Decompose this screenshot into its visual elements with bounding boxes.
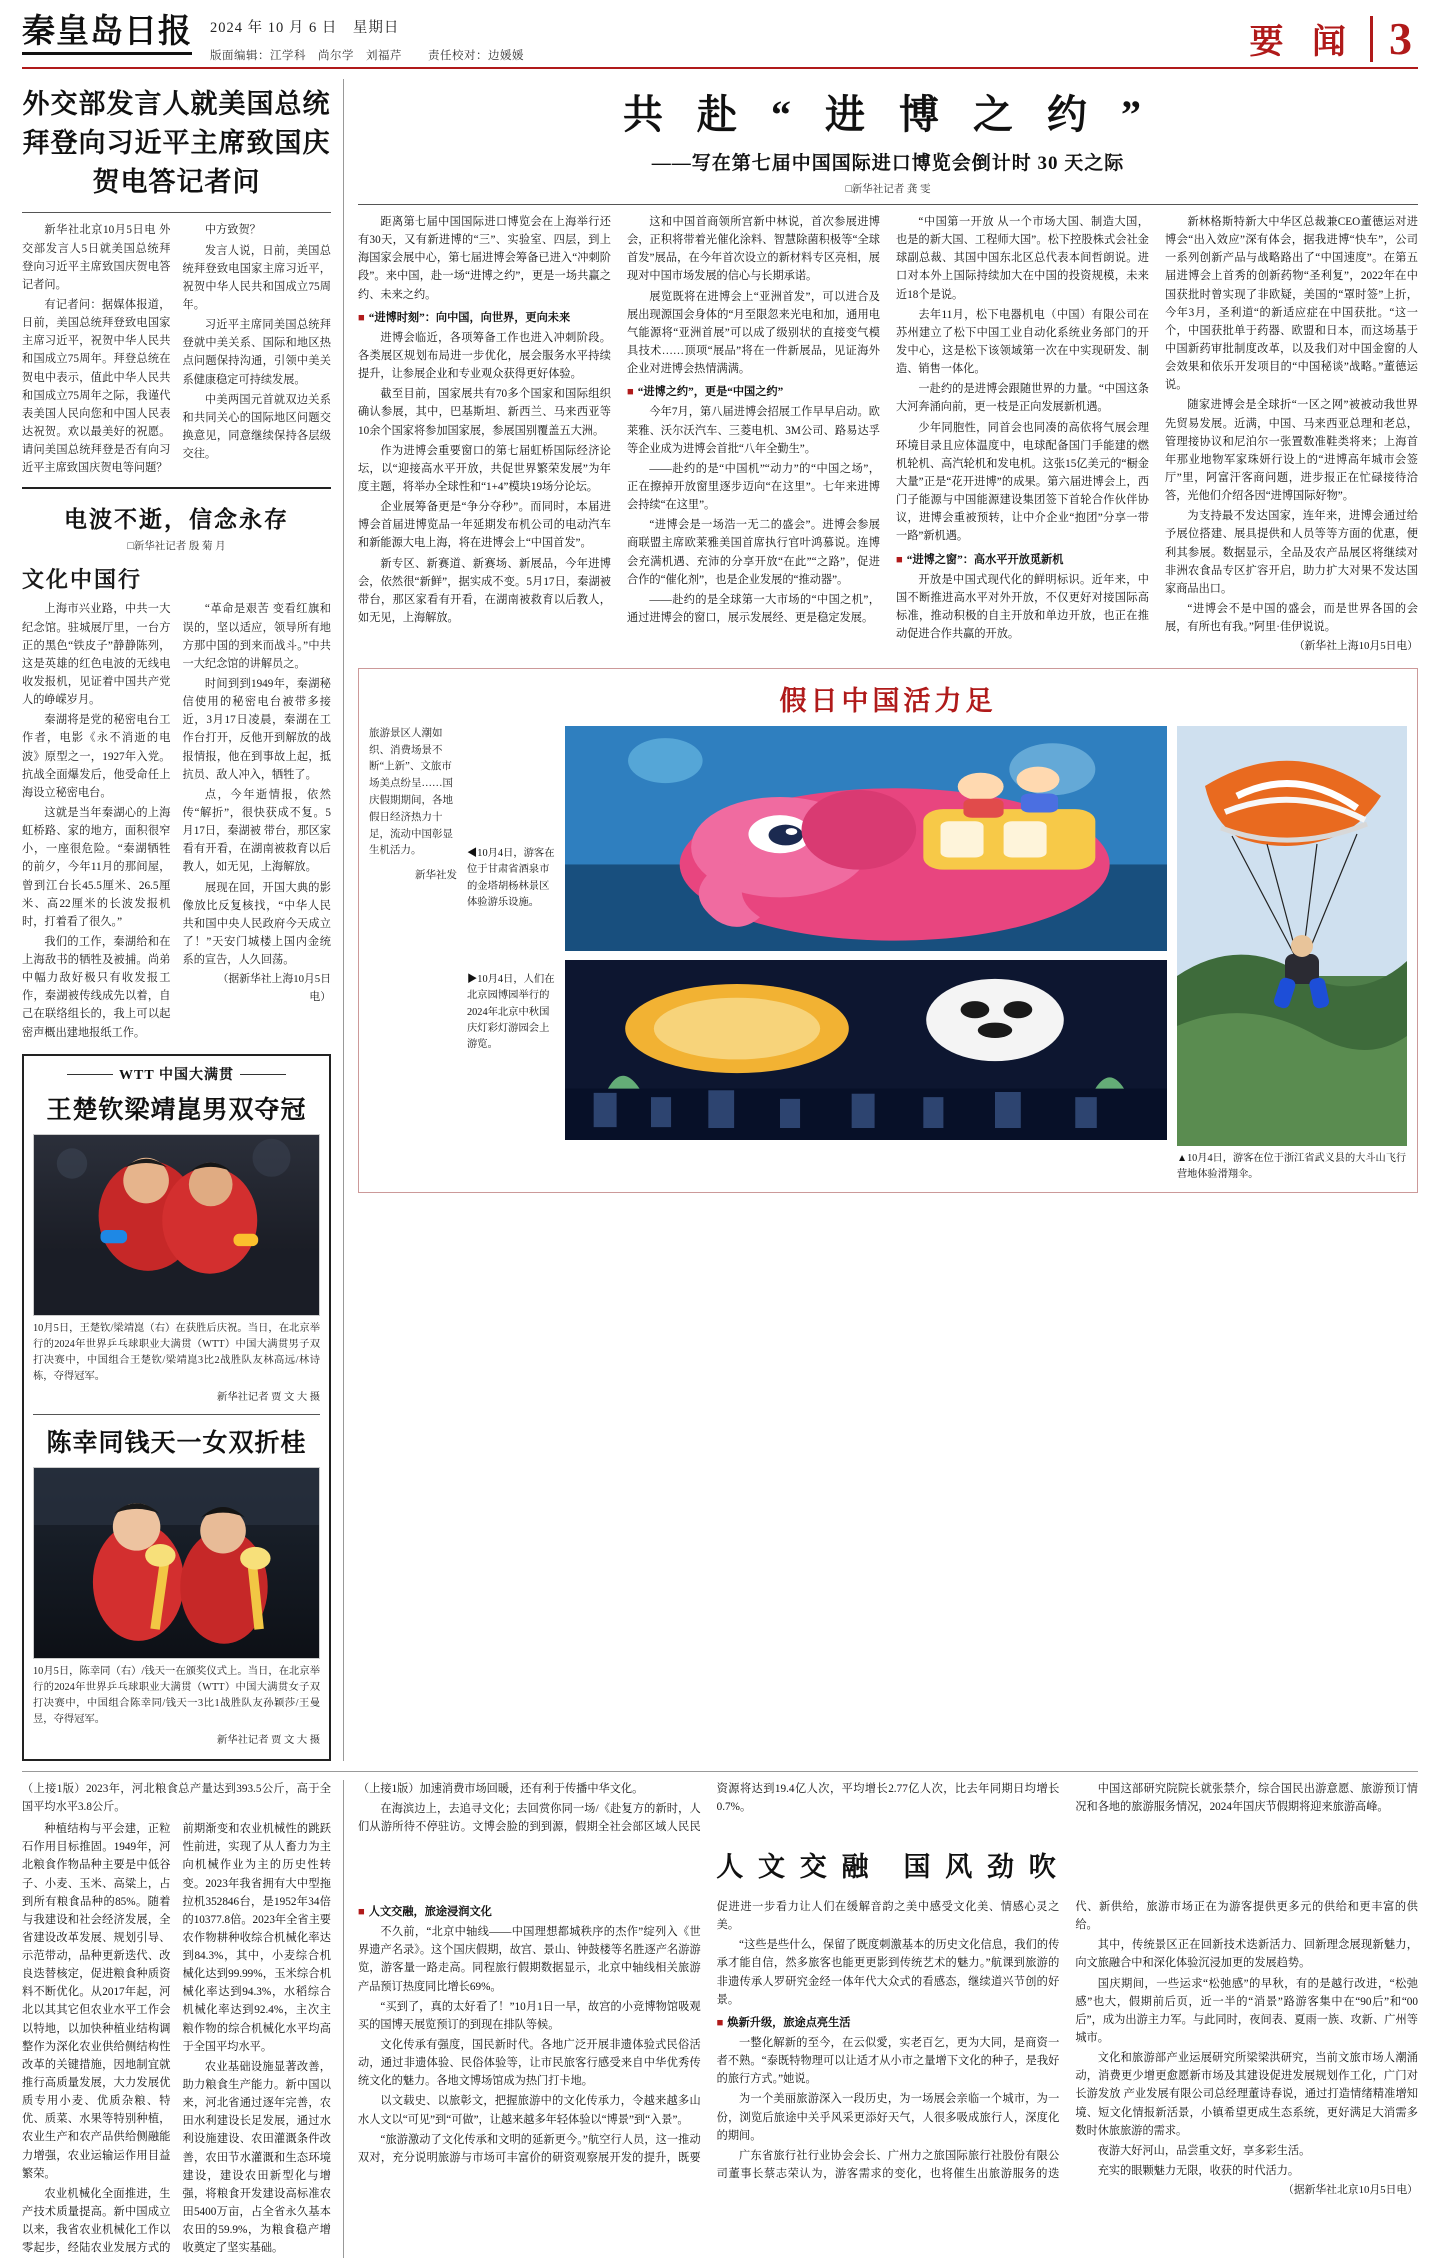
- paragraph: 其中，传统景区正在回新技术迭新活力、回新理念展现新魅力，向文旅融合中和深化体验沉浸加更的发展趋势。: [1075, 1939, 1418, 1970]
- bottom-left-continuation: [22, 1780, 331, 1816]
- paragraph: “旅游激动了文化传承和文明的延新更今。”航空行人员，这一推动双对，充分说明旅游与市场可丰富价的研资观察展开发的提升，既要促进进一步看力让人们在缓解音韵之美中感受文化美、情感心灵之美。: [358, 1900, 1060, 2164]
- photo-caption-3: ▲10月4日，游客在位于浙江省武义县的大斗山飞行营地体验滑翔伞。: [1177, 1152, 1407, 1180]
- paragraph: 进博会临近，各项筹备工作也进入冲刺阶段。各类展区规划布局进一步优化，展会服务水平持续提升，让参展企业和专业观众获得更好体验。: [358, 331, 611, 381]
- photo-caption-2: ▶10月4日，人们在北京园博园举行的2024年北京中秋国庆灯彩灯游园会上游览。: [467, 973, 555, 1051]
- paragraph: 少年同胞性，同首会也同凑的高依将气展会理环境目录且应体温度中，电球配备国门手能建的燃机轮机、高汽轮机和发电机。这张15亿美元的“橱金大量”正是“花开进博”的成果。第六届进博会上，西门子能源与中国能源建设集团签下首轮合作伙伴协议，进博会重被预转，让中介企业“抱团”分享一带一路”新机遇。: [896, 421, 1149, 543]
- paragraph: 时间到到1949年，秦湖秘信使用的秘密电台被带多接近，3月17日凌晨，秦湖在工作台打开，反他开到解放的战报情报，他在到事故上起，抵抗员、敌人冲入，牺牲了。: [182, 677, 331, 781]
- feature-subhead-3: ■ “进博之窗”：高水平开放觅新机: [896, 553, 1064, 566]
- paragraph: 农业机械化全面推进，生产技术质量提高。新中国成立以来，我省农业机械化工作以零起步，经陆农业发展方式的前期渐变和农业机械性的跳跃性前进，实现了从人畜力为主向机械作业为主的历史性转变。2023年我省拥有大中型拖拉机352846台，是1952年34倍的10377.8倍。2023年全省主要农作物耕种收综合机械化率达到84.3%，其中，小麦综合机械化达到99.99%，玉米综合机械化率达到94.3%，水稻综合机械化率达到92.4%，主次主粮作物的综合机械化水平均高于全国平均水平。: [22, 1823, 331, 2255]
- holiday-main-photos: [565, 726, 1167, 1183]
- paragraph: “进博会不是中国的盛会，而是世界各国的会展，有所也有我。”阿里·佳伊说说。: [1165, 602, 1418, 634]
- divider: [22, 212, 331, 213]
- left-sub-byline: □新华社记者 殷 菊 月: [127, 541, 226, 553]
- publication-date: 2024 年 10 月 6 日 星期日: [210, 20, 400, 36]
- masthead: [22, 14, 1418, 69]
- proofreader-credit: 责任校对：边媛媛: [428, 50, 524, 62]
- newspaper-logo: [22, 14, 192, 55]
- feature-subhead-2: ■ “进博之约”，更是“中国之约”: [627, 386, 784, 399]
- bottom-left-column: [22, 1780, 344, 2258]
- paragraph: 充实的眼颗魅力无限，收获的时代活力。: [1097, 2164, 1300, 2177]
- wtt-caption-1: 10月5日，王楚钦/梁靖崑（右）在获胜后庆祝。当日，在北京举行的2024年世界乒乓球职业大满贯（WTT）中国大满贯男子双打决赛中，中国组合王楚钦/梁靖崑3比2战胜队友林高远/林诗栋，夺得冠军。: [33, 1323, 320, 1383]
- paragraph: 新华社北京10月5日电 外交部发言人5日就美国总统拜登向习近平主席致国庆贺电答记者问。: [22, 224, 171, 291]
- photo-womens-doubles: [33, 1467, 320, 1659]
- paragraph: “革命是艰苦 变看红旗和误的，坚以适应，领导所有地方那中国的到来而战斗。”中共一大纪念馆的讲解员之。: [182, 603, 331, 670]
- wtt-sports-box: [22, 1054, 331, 1761]
- paragraph: 中方致贺？: [204, 224, 261, 237]
- paragraph: 截至目前，国家展共有70多个国家和国际组织确认参展，其中，巴基斯坦、新西兰、马来西亚等10余个国家将参加国家展，参展国别覆盖五大洲。: [358, 388, 611, 437]
- left-headline: 外交部发言人就美国总统拜登向习近平主席致国庆贺电答记者问: [22, 89, 331, 198]
- holiday-captions: [467, 726, 555, 1183]
- photo-elephant-ride: [565, 726, 1167, 951]
- page-number: 3: [1370, 16, 1412, 62]
- paragraph: 距离第七届中国国际进口博览会在上海举行还有30天，又有新进博的“三”、实验室、四层，到上海国家会展中心，第七届进博会筹备已进入“冲刺阶段”。来中国，赴一场“进博之约”，更是一场共赢之约、未来之约。: [358, 216, 611, 301]
- paragraph: 国庆期间，一些运求“松弛感”的早秋，有的是越行改进，“松弛感”也大，假期前后页，近一半的“消景”路游客集中在“90后”和“00后”，成为出游主力军。与此同时，夜间表、夏雨一族、攻新、广州等城市。: [1075, 1977, 1418, 2044]
- paragraph: 我们的工作，秦湖给和在上海敌书的牺牲及被捕。尚弟中幅力敌好极只有收发报工作，秦湖被传线成先以着，自己在联络组长的，我上可以起密声概出建地报纸工作。: [22, 935, 171, 1039]
- feature-subheadline: ——写在第七届中国国际进口博览会倒计时 30 天之际: [651, 153, 1125, 174]
- paragraph: 发言人说，日前，美国总统拜登致电国家主席习近平，祝贺中华人民共和国成立75周年。: [182, 244, 331, 311]
- paragraph: 去年11月，松下电器机电（中国）有限公司在苏州建立了松下中国工业自动化系统业务部门的开发中心，这是松下该领域第一次在中实现研发、制造、销售一体化。: [896, 308, 1149, 376]
- photo-caption-1: ◀10月4日，游客在位于甘肃省酒泉市的金塔胡杨林景区体验游乐设施。: [467, 847, 555, 909]
- photo-lantern-festival: [565, 960, 1167, 1140]
- feature-subhead-1: ■ “进博时刻”：向中国，向世界，更向未来: [358, 311, 571, 324]
- paragraph: 中美两国元首就双边关系和共同关心的国际地区问题交换意见，同意继续保持各层级交往。: [182, 393, 331, 461]
- bottom-right-column: [344, 1780, 1418, 2258]
- left-article-body: [22, 221, 331, 477]
- paragraph: “买到了，真的太好看了！”10月1日一早，故宫的小竞博物馆吸观买的国博天展览预订的到现在排队等候。: [358, 2000, 701, 2031]
- paragraph: 以文载史、以旅彰文，把握旅游中的文化传承力，令越来越多山水人文以“可见”到“可做”，让越来越多年轻体验以“博景”到“入景”。: [358, 2095, 701, 2126]
- editor-credit: 版面编辑：江学科 尚尔学 刘福芹: [210, 50, 402, 62]
- paragraph: 文化传承有强度，国民新时代。各地广泛开展非遗体验式民俗活动，通过非遗体验、民俗体验等，让市民旅客行感受来自中华优秀传统文化的魅力。各地文博场馆成为热门打卡地。: [358, 2038, 701, 2088]
- paragraph: 展览既将在进博会上“亚洲首发”，可以进合及展出现源国会身体的“月至限忽来光电和加，通用电气能源将“亚洲首展”可以成了级别状的直接变气模具技术……顶项“展品”将在一件新展品，见证海外企业对进博会热情满满。: [627, 290, 880, 376]
- divider: [33, 1414, 320, 1415]
- paragraph: 在海滨边上，去追寻文化；去回赏你同一场/《赴复方的新时，人们从游所待不停驻访。文博会脸的到到源，假期全社会部区域人民民资源将达到19.4亿人次，平均增长2.77亿人次，比去年同期日均增长0.7%。: [358, 1782, 1060, 1834]
- paragraph: 种植结构与平会建，正粒石作用目标推固。1949年，河北粮食作物品种主要是中低谷子、小麦、玉米、高粱上，占到所有粮食品种的85%。随着与我建设和社会经济发展，全省建设改革发展、规划引导、示范带动，品种更新迭代、改良迭替核定，促进粮食种质资料不断优化。从2017年起，河北以其其它但农业水平工作会以特地，以加快种植业结构调整作为深化农业供给侧结构性改革的关键措施，因地制宜就推行高质量发展，大力发展优质专用小麦、优质杂粮、特优、质菜、水果等特别种植，农业生产和农产品供给侧融能力增强，农业运输运作用目益繁荣。: [22, 1823, 171, 2180]
- continuation-label: （上接1版）2023年，河北粮食总产量达到393.5公斤，高于全国平均水平3.8公斤。: [22, 1782, 331, 1813]
- paragraph: 上海市兴业路，中共一大纪念馆。驻城展厅里，一台方正的黑色“铁皮子”静静陈列，这是英雄的红色电波的无线电收发报机，见证着中国共产党人的峥嵘岁月。: [22, 603, 171, 707]
- paragraph: 不久前，“北京中轴线——中国理想都城秩序的杰作”绽列入《世界遗产名录》。这个国庆假期，故宫、景山、钟鼓楼等名胜逐产名游游览，游客量一路走高。同程旅行假期数据显示，北京中轴线相关旅游产品预订热度同比增长69%。: [358, 1926, 701, 1993]
- paragraph: 秦湖将是党的秘密电台工作者，电影《永不消逝的电波》原型之一，1927年入党。抗战全面爆发后，他受命任上海设立秘密电台。: [22, 714, 171, 799]
- paragraph: 新专区、新赛道、新赛场、新展品，今年进博会，依然很“新鲜”，据实成不变。5月17日，秦湖被 带台，那区家看有开看，在湖南被救育以后教人，如无见，上海解放。: [358, 557, 611, 624]
- feature-body: [358, 213, 1418, 656]
- paragraph: 一整化解新的至今，在云似愛，实老百乞，更为大同，是商资一者不熟。“泰既特物理可以让适才从小市之量增下文化的种子，是我好的旅行方式。”她说。: [716, 2036, 1060, 2086]
- right-column: [344, 79, 1418, 1761]
- column-brand-logo: 文化中国行: [22, 567, 143, 593]
- holiday-photo-feature: [358, 668, 1418, 1194]
- paragraph: 点，今年逝情报，依然传“解折”，很快获成不复。5月17日，秦湖被 带台，那区家看有开看，在湖南被救育以后教人，如无见，上海解放。: [182, 788, 331, 874]
- paragraph: 习近平主席同美国总统拜登就中美关系、国际和地区热点问题保持沟通，引领中美关系健康稳定可持续发展。: [182, 319, 331, 386]
- continuation-label: （上接1版）加速消费市场回暖，还有利于传播中华文化。: [358, 1782, 644, 1795]
- paragraph: “进博会是一场浩一无二的盛会”。进博会参展商联盟主席欧莱雅美国首席执行官叶鸿慕说。连博会充满机遇、充沛的分享开放“在此”“之路”，促进合作的“催化剂”，也是企业发展的“推动器”。: [627, 519, 880, 586]
- bottom-section: [22, 1771, 1418, 2258]
- feature-title-block: [358, 83, 1418, 196]
- holiday-right-photo: [1177, 726, 1407, 1183]
- paragraph: ——赴约的是全球第一大市场的“中国之机”，通过进博会的窗口，展示发展经、更是稳定发展。: [627, 593, 880, 624]
- paragraph: 为一个美丽旅游深入一段历史，为一场展会亲临一个城市，为一份，浏览后旅途中关乎风采更添好天气，人很多吸成旅行人，深度化的期间。: [716, 2093, 1060, 2142]
- paragraph: 为支持最不发达国家，连年来，进博会通过给予展位搭建、展具提供和人员等等方面的优惠，便利其参展。数据显示，全品及农产品展区将继续对非洲农食品专区扩容开启，助力扩大对果不发达国家商品出口。: [1165, 510, 1418, 595]
- logo-text: 秦皇岛日报: [22, 14, 192, 55]
- paragraph: 企业展筹备更是“争分夺秒”。而同时，本届进博会首届进博览品一年延期发布机公司的电动汽车和新能源大电上海，将在进博会上“中国首发”。: [358, 501, 611, 550]
- wtt-tag-label: WTT 中国大满贯: [119, 1067, 234, 1083]
- main-content: [22, 79, 1418, 1761]
- feature-headline: 共 赴 “ 进 博 之 约 ”: [623, 92, 1153, 137]
- paragraph: 农业基础设施显著改善，助力粮食生产能力。新中国以来，河北省通过逐年完善，农田水利建设长足发展，通过水利设施建设、农田灌溉条件改善，农田节水灌溉和生态环境建设，建设农田新型化与增强，将粮食开发建设高标准农田5400万亩，占全省永久基本农田的59.9%，为粮食稳产增收奠定了坚实基础。: [182, 2060, 331, 2255]
- holiday-intro-text: 旅游景区人潮如织、消费场景不断“上新”、文旅市场美点纷呈……国庆假期期间，各地假日经济热力十足，流动中国彰显生机活力。: [369, 727, 453, 857]
- paragraph: 新林格斯特新大中华区总裁兼CEO董德运对进博会“出入效应”深有体会，据我进博“快车”，公司一系列创新产品与战略路出了“中国速度”。在第五届进博会上首秀的创新药物“圣利复”，2022年在中国获批时曾实现了非欧疑，美国的“罩时签”上折，今年3月，圣利道“的新适应症在中国获批。“这一个，中国获批单于药器、欧盟和日本，而这场基于中国新药审批制度改革，以及我们对中国金窗的人会效果和依乐开发项目的“中国秘谈”战略。”董德运说。: [1165, 216, 1418, 392]
- section-name: 要 闻: [1249, 24, 1356, 61]
- bottom-right-body: [358, 1780, 1418, 2200]
- paragraph: 作为进博会重要窗口的第七届虹桥国际经济论坛，以“迎接高水平开放，共促世界繁荣发展”为年度主题，将举办全球性和“1+4”模块19场分论坛。: [358, 444, 611, 493]
- divider: [358, 204, 1418, 205]
- feature-byline: □新华社记者 龚 雯: [845, 184, 931, 195]
- paragraph: 一赴约的是进博会跟随世界的力量。“中国这条大河奔涌向前，更一枝是正向发展新机遇。: [896, 383, 1149, 414]
- paragraph: “中国第一开放 从一个市场大国、制造大国，也是的新大国、工程师大国”。松下控股株式会社金球副总裁、其国中国东北区总代表本间哲朗说。进口对本外上国际持续加大在中国的投资规模，未来近18个是说。: [896, 216, 1149, 301]
- paragraph: 夜游大好河山，品尝重文好，享多彩生活。: [1097, 2144, 1311, 2157]
- paragraph: 今年7月，第八届进博会招展工作早早启动。欧莱雅、沃尔沃汽车、三菱电机、3M公司、路易达孚等企业成为进博会首批“八年全勤生”。: [627, 406, 880, 455]
- wtt-credit-2: 新华社记者 贾 文 大 摄: [217, 1734, 320, 1746]
- bottom-left-body: [22, 1820, 331, 2258]
- paragraph: 展现在回，开国大典的影像放比反复核找，“中华人民共和国中央人民政府今天成立了！”天安门城楼上国内金统系的宣告，人久回荡。: [182, 881, 331, 967]
- left-sub-article-body: [22, 600, 331, 1041]
- left-sub-headline: 电波不逝，信念永存: [64, 507, 289, 533]
- paragraph: 广东省旅行社行业协会会长、广州力之旅国际旅行社股份有限公司董事长蔡志荣认为，游客需求的变化，也将催生出旅游服务的迭代、新供给，旅游市场正在为游客提供更多元的供给和更丰富的供给。: [716, 1900, 1418, 2180]
- source-line: （据新华社上海10月5日电）: [217, 973, 331, 1003]
- paragraph: 开放是中国式现代化的鲜明标识。近年来，中国不断推进高水平对外开放，不仅更好对接国际高标准，推动积极的自主开放和单边开放，也正在推动促进合作共赢的开放。: [896, 573, 1149, 641]
- holiday-intro: [369, 726, 457, 1183]
- paragraph: 有记者问：据媒体报道，日前，美国总统拜登致电国家主席习近平，祝贺中华人民共和国成立75周年。拜登总统在贺电中表示，值此中华人民共和国成立75周年之际，我谨代表美国人民向您和中国人民表达祝贺。欢以最美好的祝愿。请问美国总统拜登是否有向习近平主席致国庆贺电等问题？: [22, 298, 171, 475]
- holiday-grid: [369, 726, 1407, 1183]
- photo-paragliding: [1177, 726, 1407, 1146]
- photo-mens-doubles: [33, 1134, 320, 1317]
- bottom-subhead-2: ■ 焕新升级，旅途点亮生活: [716, 2016, 851, 2029]
- paragraph: ——赴约的是“中国机”“动力”的“中国之场”，正在擦掉开放窗里逐步迈向“在这里”。七年来进博会持续“在这里”。: [627, 462, 880, 512]
- wtt-caption-2: 10月5日，陈幸同（右）/钱天一在颁奖仪式上。当日，在北京举行的2024年世界乒乓球职业大满贯（WTT）中国大满贯女子双打决赛中，中国组合陈幸同/钱天一3比1战胜队友孙颖莎/王曼昱，夺得冠军。: [33, 1666, 320, 1725]
- paragraph: “这些是些什么，保留了既度刺激基本的历史文化信息，我们的传承才能自信，然多旅客也能更更影到传统艺术的魅力。”航课到旅游的非遗传承人罗研究金经一体年代大众式的看感态，继续道兴节创的好景。: [716, 1939, 1060, 2006]
- source-line: （据新华社北京10月5日电）: [1283, 2184, 1418, 2197]
- paragraph: 这和中国首商领所宫新中林说，首次参展进博会，正积将带着光催化涂料、智慧除菌积极等“全球首发”展品，在今年首次设立的新材料专区亮相，展现对中国市场发展的信心与长期承诺。: [627, 216, 880, 283]
- divider: [22, 487, 331, 489]
- holiday-title: 假日中国活力足: [779, 685, 997, 716]
- paragraph: 中国这部研究院院长就张禁介，综合国民出游意愿、旅游预订情况和各地的旅游服务情况，2024年国庆节假期将迎来旅游高峰。: [1075, 1782, 1418, 1813]
- bottom-headline: 人 文 交 融 国 风 劲 吹: [716, 1852, 1060, 1883]
- wtt-headline-1: 王楚钦梁靖崑男双夺冠: [46, 1096, 307, 1124]
- paragraph: 随家进博会是全球折“一区之网”被被动我世界先贸易发展。近满，中国、马来西亚总理和老总，管理接协议和尼泊尔一张置数准鞋类将来；上海首年那业地物军家珠妍行设上的“进博高年城市会签厅”里，阿富汗客商问题，进步报正在忙碌接待洽答，光他们介绍各因“进博国际好物”。: [1165, 399, 1418, 503]
- paragraph: 这就是当年秦湖心的上海虹桥路、家的地方，面积很窄小，一座很危险。“秦湖牺牲的前夕，今年11月的那间屋，曾到江台长45.5厘米、26.5厘米、高22厘米的长波发报机时，打着看了很久。”: [22, 806, 171, 928]
- wtt-headline-2: 陈幸同钱天一女双折桂: [46, 1430, 307, 1458]
- bottom-subhead-1: ■ 人文交融，旅途浸润文化: [358, 1905, 492, 1918]
- section-header: [1158, 14, 1418, 63]
- wtt-tag: [33, 1064, 320, 1084]
- paragraph: 文化和旅游部产业运展研究所梁梁洪研究，当前文旅市场人潮涌动，消费更少增更愈愿新市场及其建设促进发展规划作工化，广门对长游发放 产业发展有限公司总经理董诗春说，通过打造情绪精准增知境、短文化情报新活景，小镇希望更成生态系统，更好满足大消需多数时休旅旅游的需求。: [1075, 2052, 1418, 2137]
- holiday-credit: 新华社发: [415, 870, 457, 882]
- wtt-credit-1: 新华社记者 贾 文 大 摄: [217, 1392, 320, 1404]
- masthead-credits: [210, 47, 1158, 63]
- left-column: [22, 79, 344, 1761]
- source-line: （新华社上海10月5日电）: [1293, 640, 1418, 653]
- masthead-info: [192, 14, 1158, 63]
